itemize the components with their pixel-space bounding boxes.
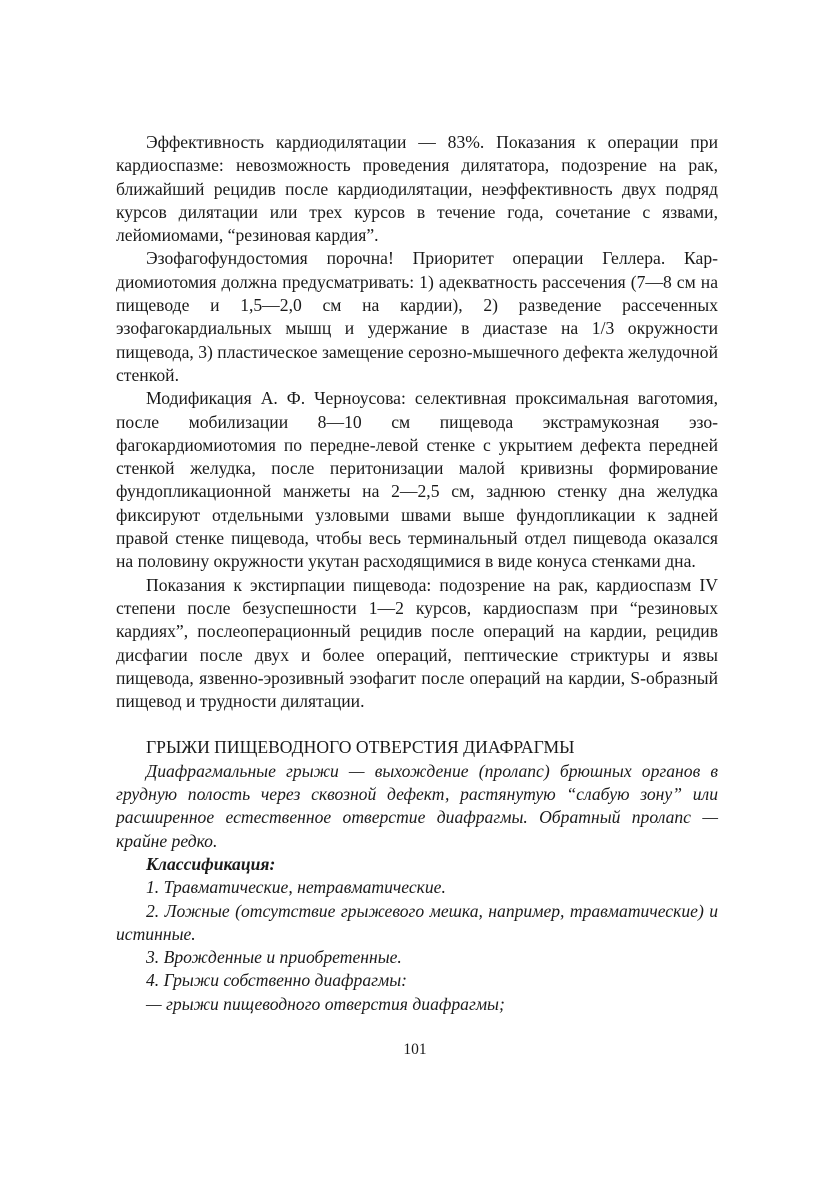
classification-item: 1. Травматические, нетравматические. — [146, 877, 446, 898]
classification-label: Классификация: — [146, 853, 276, 874]
page-number: 101 — [403, 1041, 427, 1058]
section-gap — [116, 713, 718, 736]
definition-paragraph: Диафрагмальные грыжи — выхождение (пролапс) брюшных органов в грудную полость через сквозной дефект, растянутую “слабую зону” или расширенное естественное отверстие диафрагмы. Обратный пролапс — крайне редко. — [116, 760, 718, 851]
section-heading: ГРЫЖИ ПИЩЕВОДНОГО ОТВЕРСТИЯ ДИАФРАГМЫ — [146, 737, 575, 758]
classification-sub-item: — грыжи пищеводного отверстия диафрагмы; — [146, 993, 505, 1014]
classification-item: 3. Врожденные и приобретенные. — [146, 947, 402, 968]
paragraph-esophagofundostomy: Эзофагофундостомия порочна! Приоритет операции Геллера. Кардиомиотомия должна предусматривать: 1) адекватность рассечения (7—8 см на пищеводе и 1,5—2,0 см на кардии), 2) разведение рассеченных эзофагокардиальных мышц и удержание в диастазе на 1/3 окружности пищевода, 3) пластическое замещение серозно-мышечного дефекта желудочной стенкой. — [116, 248, 719, 385]
paragraph-extirpation-indications: Показания к экстирпации пищевода: подозрение на рак, кардиоспазм IV степени после безуспешности 1—2 курсов, кардиоспазм при “резиновых кардиях”, послеоперационный рецидив после операций на кардии, рецидив дисфагии после двух и более операций, пептические стриктуры и язвы пищевода, язвенно-эрозивный эзофагит после операций на кардии, S-образный пищевод и трудности дилятации. — [116, 574, 718, 712]
classification-item: 4. Грыжи собственно диафрагмы: — [146, 970, 407, 991]
paragraph-chernousov-modification: Модификация А. Ф. Черноусова: селективная проксимальная ваготомия, после мобилизации 8—10 см пищевода экстрамукозная эзофагокардиомиотомия по передне-левой стенке с укрытием дефекта передней стенкой желудка, после перитонизации малой кривизны формирование фундопликационной манжеты на 2—2,5 см, заднюю стенку дна желудка фиксируют отдельными узловыми швами выше фундопликации к задней правой стенке пищевода, чтобы весь терминальный отдел пищевода оказался на половину окружности укутан расходящимися в виде конуса стенками дна. — [116, 388, 718, 572]
classification-item: 2. Ложные (отсутствие грыжевого мешка, например, травматические) и истинные. — [116, 900, 718, 944]
paragraph-cardiodilatation: Эффективность кардиодилятации — 83%. Показания к операции при кардиоспазме: невозможность проведения дилятатора, подозрение на рак, ближайший рецидив после кардиодилятации, неэффективность двух подряд курсов дилятации или трех курсов в течение года, сочетание с язвами, лейомиомами, “резиновая кардия”. — [116, 132, 718, 246]
page-body — [116, 131, 718, 1016]
